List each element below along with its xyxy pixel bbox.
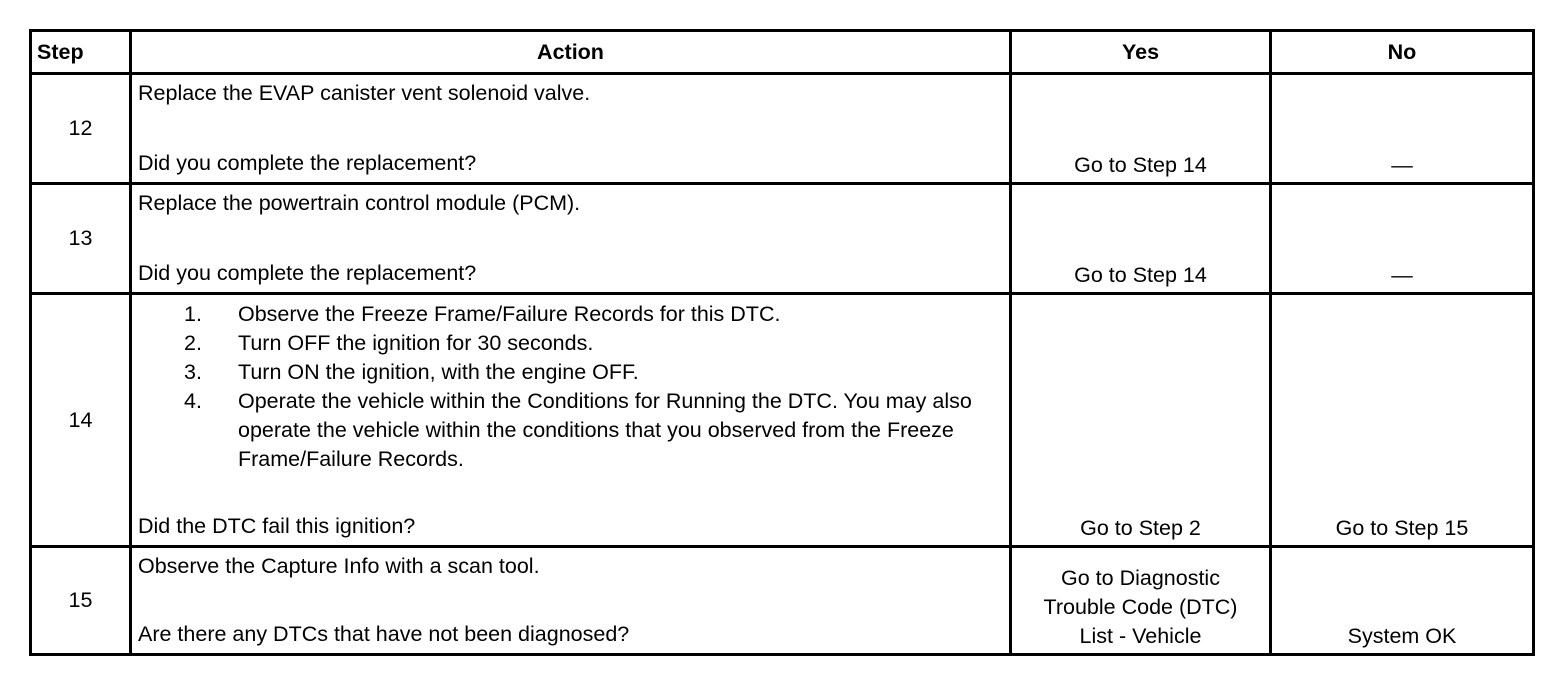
action-instruction: Replace the powertrain control module (PCM). [138, 191, 581, 215]
yes-result: Go to Step 14 [1011, 74, 1271, 184]
action-question: Did you complete the replacement? [138, 151, 477, 175]
substep-item [184, 329, 999, 358]
action-instruction: Observe the Capture Info with a scan tool. [138, 554, 540, 578]
action-cell [131, 74, 1011, 184]
substep-text: Operate the vehicle within the Conditions for Running the DTC. You may also operate the vehicle within the conditions that you observed from the Freeze Frame/Failure Records. [238, 389, 972, 471]
yes-result: Go to Step 14 [1011, 184, 1271, 294]
column-header-action: Action [131, 31, 1011, 74]
column-header-step: Step [31, 31, 131, 74]
substep-item [184, 387, 999, 474]
yes-result: Go to Step 2 [1011, 294, 1271, 547]
substep-text: Turn OFF the ignition for 30 seconds. [238, 331, 594, 355]
substep-text: Turn ON the ignition, with the engine OFF. [238, 360, 639, 384]
table-row [31, 74, 1534, 184]
action-instruction: Replace the EVAP canister vent solenoid valve. [138, 81, 591, 105]
step-number: 15 [31, 547, 131, 655]
substep-list [184, 300, 999, 474]
action-cell [131, 294, 1011, 547]
action-cell [131, 184, 1011, 294]
action-question: Are there any DTCs that have not been diagnosed? [138, 622, 630, 646]
action-question: Did you complete the replacement? [138, 261, 477, 285]
column-header-yes: Yes [1011, 31, 1271, 74]
substep-text: Observe the Freeze Frame/Failure Records for this DTC. [238, 302, 781, 326]
step-number: 12 [31, 74, 131, 184]
substep-number: 2. [184, 331, 202, 355]
table-header-row [31, 31, 1534, 74]
no-result: Go to Step 15 [1271, 294, 1534, 547]
table-row [31, 184, 1534, 294]
table-row [31, 547, 1534, 655]
substep-item [184, 300, 999, 329]
yes-result [1011, 547, 1271, 655]
action-question: Did the DTC fail this ignition? [138, 514, 416, 538]
yes-result-text: Go to Diagnostic Trouble Code (DTC) List - Vehicle [1043, 566, 1238, 648]
substep-item [184, 358, 999, 387]
no-result: System OK [1271, 547, 1534, 655]
action-cell [131, 547, 1011, 655]
no-result: — [1271, 74, 1534, 184]
diagnostic-table [29, 29, 1535, 656]
table-row [31, 294, 1534, 547]
no-result: — [1271, 184, 1534, 294]
step-number: 13 [31, 184, 131, 294]
column-header-no: No [1271, 31, 1534, 74]
substep-number: 4. [184, 389, 202, 413]
substep-number: 3. [184, 360, 202, 384]
substep-number: 1. [184, 302, 202, 326]
step-number: 14 [31, 294, 131, 547]
